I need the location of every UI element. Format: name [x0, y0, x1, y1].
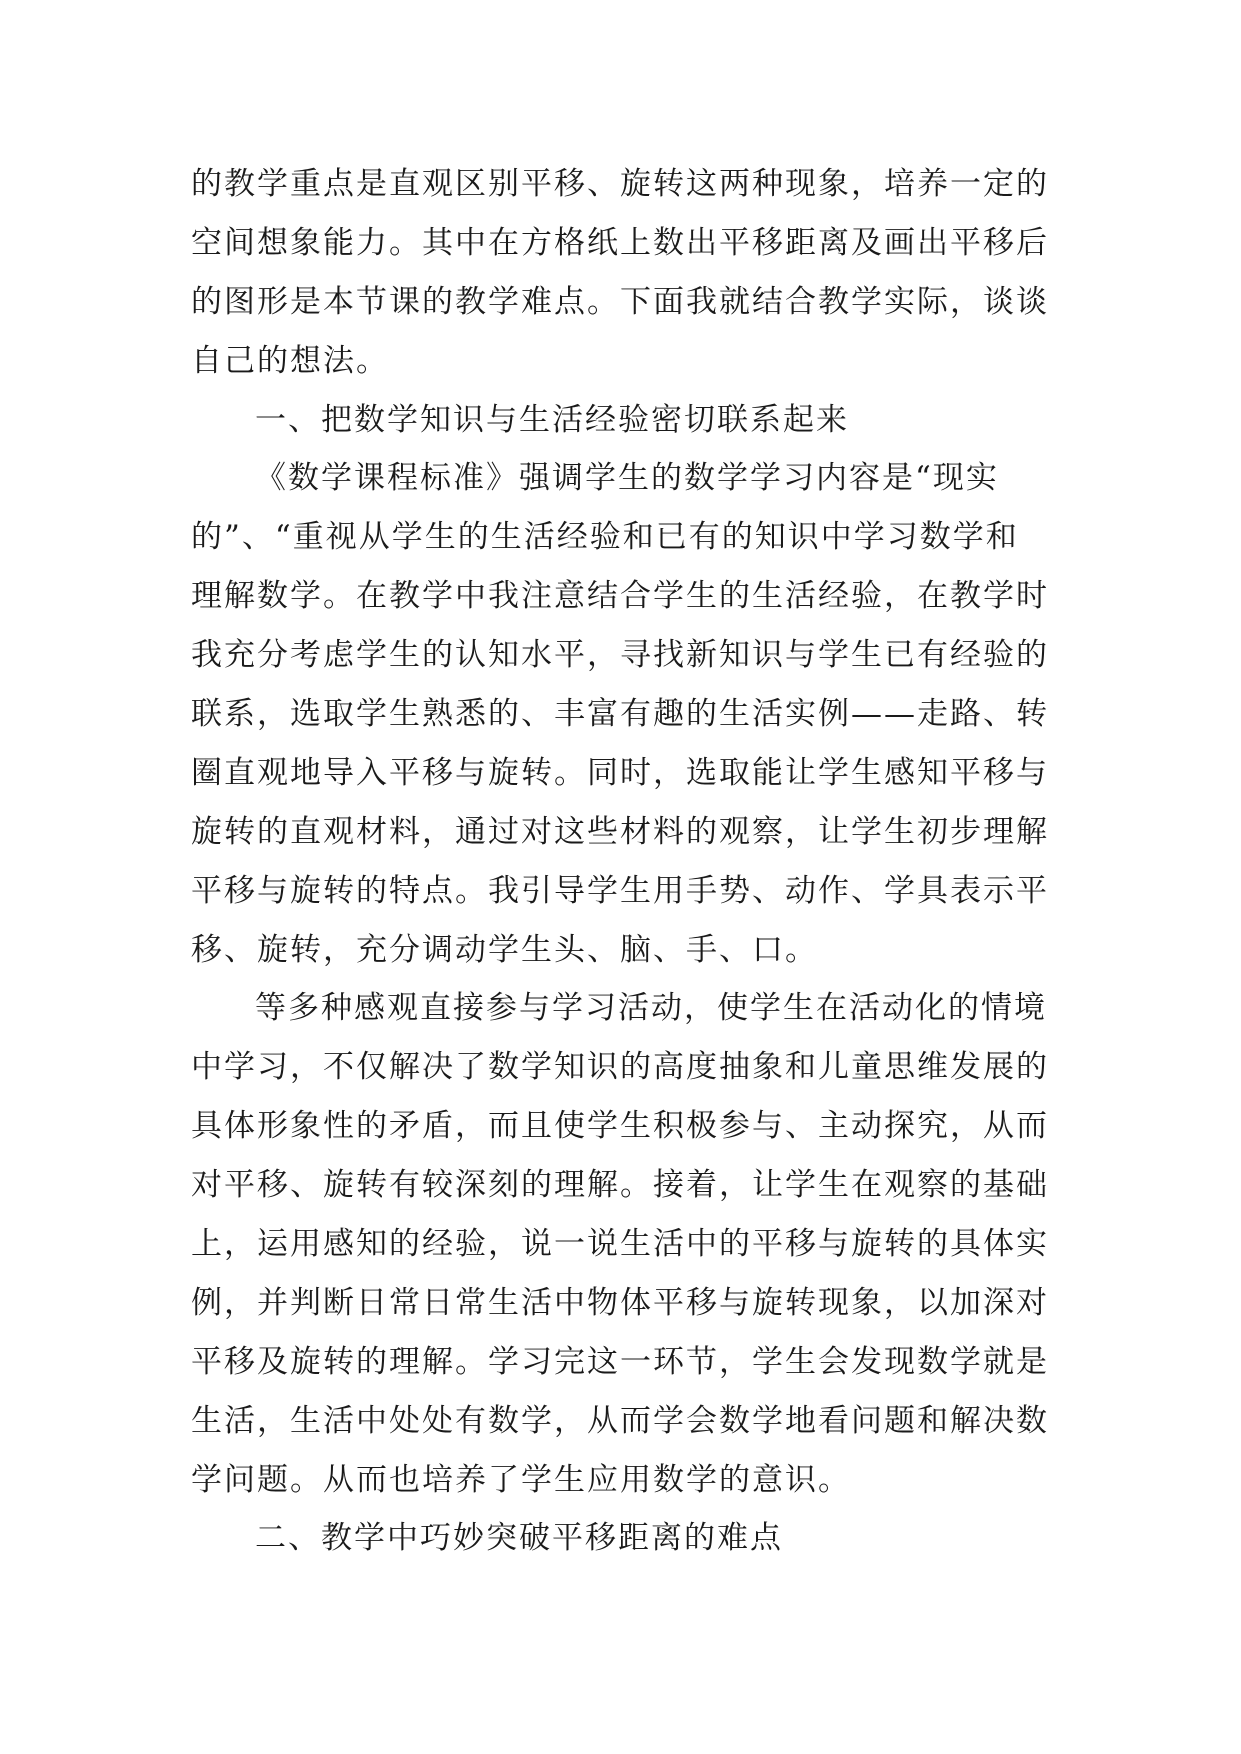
text-line: 移、旋转，充分调动学生头、脑、手、口。 [191, 931, 818, 968]
text-line: 等多种感观直接参与学习活动，使学生在活动化的情境 [255, 990, 1047, 1027]
text-line: 理解数学。在教学中我注意结合学生的生活经验，在教学时 [191, 578, 1049, 615]
text-line: 平移及旋转的理解。学习完这一环节，学生会发现数学就是 [191, 1343, 1049, 1380]
text-line: 生活，生活中处处有数学，从而学会数学地看问题和解决数 [191, 1402, 1049, 1439]
text-line: 的教学重点是直观区别平移、旋转这两种现象，培养一定的 [191, 166, 1049, 202]
text-line: 的图形是本节课的教学难点。下面我就结合教学实际，谈谈 [191, 283, 1049, 320]
section-heading-1: 一、把数学知识与生活经验密切联系起来 [255, 401, 849, 438]
text-line: 空间想象能力。其中在方格纸上数出平移距离及画出平移后 [191, 224, 1049, 261]
text-line: 圈直观地导入平移与旋转。同时，选取能让学生感知平移与 [191, 754, 1049, 791]
text-line: 的”、“重视从学生的生活经验和已有的知识中学习数学和 [191, 519, 1019, 556]
text-line: 联系，选取学生熟悉的、丰富有趣的生活实例——走路、转 [191, 696, 1049, 733]
section-heading-2: 二、教学中巧妙突破平移距离的难点 [255, 1520, 783, 1557]
text-line: 中学习，不仅解决了数学知识的高度抽象和儿童思维发展的 [191, 1049, 1049, 1086]
text-line: 例，并判断日常日常生活中物体平移与旋转现象，以加深对 [191, 1284, 1049, 1321]
text-line: 具体形象性的矛盾，而且使学生积极参与、主动探究，从而 [191, 1108, 1049, 1145]
text-line: 学问题。从而也培养了学生应用数学的意识。 [191, 1461, 851, 1498]
text-line: 《数学课程标准》强调学生的数学学习内容是“现实 [255, 460, 999, 497]
text-line: 对平移、旋转有较深刻的理解。接着，让学生在观察的基础 [191, 1167, 1049, 1204]
text-line: 上，运用感知的经验，说一说生活中的平移与旋转的具体实 [191, 1226, 1049, 1263]
document-body [191, 155, 1051, 1568]
text-line: 平移与旋转的特点。我引导学生用手势、动作、学具表示平 [191, 872, 1049, 909]
text-line: 自己的想法。 [191, 342, 389, 379]
text-line: 我充分考虑学生的认知水平，寻找新知识与学生已有经验的 [191, 637, 1049, 674]
text-line: 旋转的直观材料，通过对这些材料的观察，让学生初步理解 [191, 813, 1049, 850]
